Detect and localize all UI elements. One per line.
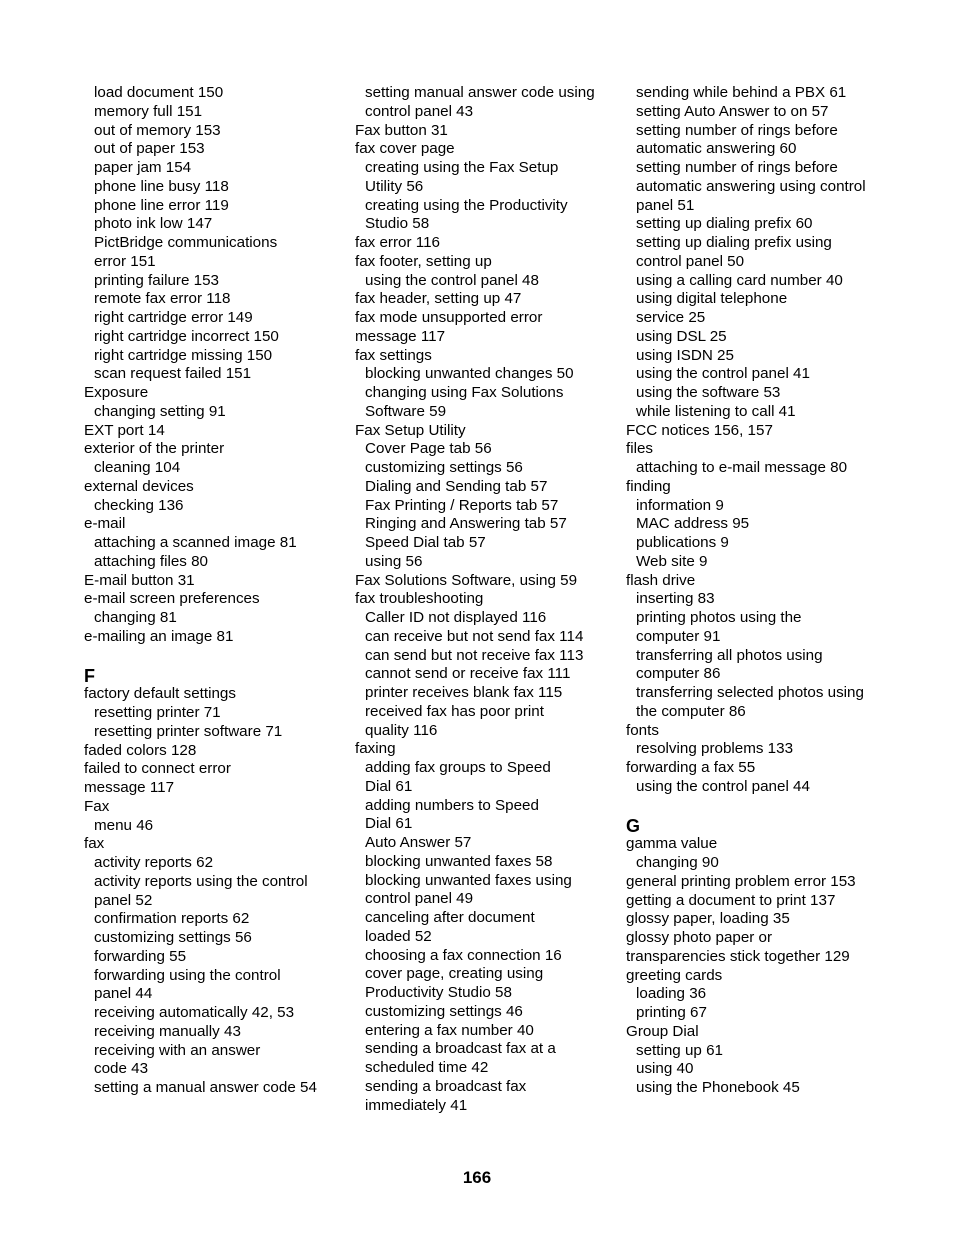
index-subentry: creating using the Fax Setup — [365, 159, 559, 176]
index-subentry: using the Phonebook 45 — [636, 1079, 800, 1096]
index-subentry: setting up 61 — [636, 1041, 723, 1059]
index-subentry: PictBridge communications — [94, 234, 278, 251]
index-subentry: panel 51 — [636, 196, 695, 214]
index-entry: FCC notices 156, 157 — [626, 421, 773, 439]
index-subentry: printer receives blank fax 115 — [365, 684, 563, 701]
index-subentry: memory full 151 — [94, 102, 203, 120]
index-subentry: code 43 — [94, 1060, 149, 1078]
index-entry: e-mail screen preferences — [84, 590, 260, 608]
index-letter-heading: F — [84, 665, 95, 686]
index-subentry: attaching a scanned image 81 — [94, 534, 297, 551]
index-subentry: changing setting 91 — [94, 402, 226, 420]
index-subentry: loaded 52 — [365, 927, 432, 945]
index-entry: finding — [626, 477, 671, 495]
index-entry: E-mail button 31 — [84, 571, 195, 589]
index-subentry: forwarding 55 — [94, 947, 187, 965]
index-entry: Fax — [84, 797, 110, 815]
index-subentry: setting a manual answer code 54 — [94, 1079, 317, 1096]
index-subentry: Caller ID not displayed 116 — [365, 609, 547, 626]
index-subentry: cannot send or receive fax 111 — [365, 665, 571, 683]
index-entry: message 117 — [84, 779, 175, 796]
index-subentry: resetting printer 71 — [94, 704, 221, 721]
index-entry: faded colors 128 — [84, 741, 197, 759]
index-subentry: entering a fax number 40 — [365, 1021, 534, 1039]
index-subentry: using digital telephone — [636, 290, 788, 308]
index-subentry: control panel 49 — [365, 890, 474, 908]
index-subentry: canceling after document — [365, 909, 535, 926]
index-entry: transparencies stick together 129 — [626, 947, 850, 965]
index-entry: e-mailing an image 81 — [84, 627, 234, 645]
index-entry: flash drive — [626, 571, 696, 589]
index-subentry: blocking unwanted faxes using — [365, 871, 572, 889]
index-subentry: the computer 86 — [636, 702, 746, 720]
index-entry: Exposure — [84, 384, 149, 401]
index-subentry: setting manual answer code using — [365, 84, 595, 101]
index-subentry: service 25 — [636, 309, 706, 326]
index-subentry: immediately 41 — [365, 1096, 468, 1114]
index-subentry: cleaning 104 — [94, 459, 181, 476]
index-subentry: while listening to call 41 — [636, 402, 796, 420]
index-entry: fonts — [626, 721, 659, 739]
index-subentry: out of memory 153 — [94, 121, 221, 139]
index-subentry: changing 90 — [636, 854, 719, 871]
index-subentry: control panel 50 — [636, 252, 745, 270]
index-subentry: phone line busy 118 — [94, 177, 229, 195]
index-subentry: transferring selected photos using — [636, 684, 864, 701]
index-entry: e-mail — [84, 515, 126, 533]
index-subentry: scan request failed 151 — [94, 365, 252, 383]
index-subentry: menu 46 — [94, 816, 154, 834]
index-entry: EXT port 14 — [84, 421, 165, 439]
index-entry: glossy paper, loading 35 — [626, 910, 790, 928]
index-entry: Fax Setup Utility — [355, 421, 466, 439]
index-subentry: setting Auto Answer to on 57 — [636, 102, 829, 120]
index-entry: faxing — [355, 740, 396, 758]
index-entry: fax footer, setting up — [355, 252, 492, 270]
index-subentry: panel 44 — [94, 985, 153, 1003]
index-subentry: using DSL 25 — [636, 327, 727, 345]
index-subentry: activity reports using the control — [94, 872, 308, 890]
index-subentry: Cover Page tab 56 — [365, 440, 492, 458]
index-subentry: choosing a fax connection 16 — [365, 946, 562, 964]
index-subentry: forwarding using the control — [94, 966, 281, 984]
index-subentry: customizing settings 46 — [365, 1002, 523, 1020]
index-entry: Fax Solutions Software, using 59 — [355, 571, 578, 589]
index-subentry: using a calling card number 40 — [636, 271, 843, 289]
index-entry: glossy photo paper or — [626, 929, 773, 946]
index-subentry: using the control panel 48 — [365, 271, 539, 289]
index-subentry: using ISDN 25 — [636, 346, 734, 364]
index-subentry: customizing settings 56 — [365, 459, 523, 476]
index-subentry: Dial 61 — [365, 777, 413, 795]
index-subentry: creating using the Productivity — [365, 196, 568, 214]
index-subentry: Ringing and Answering tab 57 — [365, 515, 567, 533]
index-entry: message 117 — [355, 327, 446, 345]
index-subentry: sending a broadcast fax at a — [365, 1040, 556, 1058]
section-gap — [84, 647, 346, 661]
index-subentry: setting up dialing prefix 60 — [636, 215, 813, 233]
index-subentry: receiving manually 43 — [94, 1022, 241, 1040]
index-subentry: resetting printer software 71 — [94, 722, 283, 740]
index-subentry: information 9 — [636, 496, 724, 514]
index-subentry: attaching to e-mail message 80 — [636, 459, 848, 476]
index-subentry: computer 86 — [636, 665, 721, 683]
index-entry: forwarding a fax 55 — [626, 759, 756, 776]
index-subentry: Fax Printing / Reports tab 57 — [365, 496, 559, 514]
index-subentry: adding fax groups to Speed — [365, 759, 551, 776]
index-subentry: printing photos using the — [636, 609, 802, 626]
index-subentry: Utility 56 — [365, 177, 424, 195]
index-subentry: out of paper 153 — [94, 140, 205, 158]
index-subentry: cover page, creating using — [365, 965, 544, 983]
index-subentry: changing using Fax Solutions — [365, 384, 564, 401]
page-number: 166 — [462, 1168, 492, 1187]
index-subentry: right cartridge incorrect 150 — [94, 327, 279, 345]
index-subentry: panel 52 — [94, 891, 153, 909]
index-subentry: loading 36 — [636, 985, 707, 1003]
index-entry: external devices — [84, 477, 194, 495]
index-subentry: changing 81 — [94, 609, 177, 626]
index-subentry: right cartridge error 149 — [94, 309, 253, 326]
index-subentry: MAC address 95 — [636, 515, 750, 533]
index-subentry: control panel 43 — [365, 102, 474, 120]
index-entry: Fax button 31 — [355, 121, 448, 139]
index-subentry: automatic answering using control — [636, 177, 866, 195]
index-subentry: Speed Dial tab 57 — [365, 534, 486, 551]
index-subentry: adding numbers to Speed — [365, 796, 539, 814]
index-subentry: automatic answering 60 — [636, 140, 797, 158]
index-subentry: resolving problems 133 — [636, 740, 794, 758]
index-subentry: Software 59 — [365, 402, 447, 420]
index-subentry: setting up dialing prefix using — [636, 234, 832, 251]
index-subentry: Dial 61 — [365, 815, 413, 833]
index-subentry: blocking unwanted changes 50 — [365, 365, 574, 383]
index-entry: fax cover page — [355, 140, 455, 158]
index-subentry: using 40 — [636, 1060, 694, 1078]
index-subentry: can send but not receive fax 113 — [365, 646, 584, 664]
index-column-3 — [626, 84, 890, 1098]
index-subentry: computer 91 — [636, 627, 721, 645]
index-entry: fax troubleshooting — [355, 590, 484, 608]
index-column-2 — [355, 84, 617, 1115]
index-entry: fax header, setting up 47 — [355, 290, 522, 308]
index-subentry: receiving with an answer — [94, 1041, 261, 1059]
index-subentry: setting number of rings before — [636, 159, 838, 176]
index-letter-heading: G — [626, 815, 641, 836]
index-subentry: photo ink low 147 — [94, 215, 213, 233]
index-entry: fax — [84, 835, 105, 853]
index-subentry: Productivity Studio 58 — [365, 984, 512, 1001]
index-subentry: setting number of rings before — [636, 121, 838, 139]
index-subentry: attaching files 80 — [94, 552, 208, 570]
index-subentry: can receive but not send fax 114 — [365, 627, 584, 645]
index-subentry: scheduled time 42 — [365, 1059, 489, 1076]
index-entry: exterior of the printer — [84, 440, 225, 458]
index-subentry: sending a broadcast fax — [365, 1077, 527, 1095]
index-subentry: receiving automatically 42, 53 — [94, 1004, 295, 1021]
index-subentry: sending while behind a PBX 61 — [636, 84, 847, 101]
index-entry: fax error 116 — [355, 234, 440, 251]
index-subentry: quality 116 — [365, 721, 438, 739]
index-subentry: load document 150 — [94, 84, 224, 101]
index-entry: Group Dial — [626, 1022, 699, 1040]
index-subentry: inserting 83 — [636, 590, 715, 608]
index-entry: general printing problem error 153 — [626, 872, 856, 890]
index-entry: files — [626, 440, 654, 458]
index-subentry: using the control panel 44 — [636, 777, 810, 795]
index-subentry: checking 136 — [94, 496, 184, 514]
index-subentry: customizing settings 56 — [94, 929, 252, 946]
index-subentry: Auto Answer 57 — [365, 834, 472, 851]
index-subentry: publications 9 — [636, 534, 729, 551]
index-subentry: right cartridge missing 150 — [94, 346, 273, 364]
section-gap — [626, 797, 890, 811]
index-subentry: activity reports 62 — [94, 854, 214, 871]
index-subentry: using 56 — [365, 552, 423, 570]
index-subentry: printing 67 — [636, 1004, 707, 1021]
index-subentry: Studio 58 — [365, 215, 430, 233]
index-subentry: using the control panel 41 — [636, 365, 810, 383]
index-entry: failed to connect error — [84, 760, 231, 778]
index-subentry: error 151 — [94, 252, 156, 270]
index-entry: factory default settings — [84, 685, 236, 703]
index-subentry: Web site 9 — [636, 552, 708, 570]
index-subentry: remote fax error 118 — [94, 290, 231, 308]
index-subentry: received fax has poor print — [365, 702, 544, 720]
index-entry: fax mode unsupported error — [355, 309, 543, 326]
index-subentry: confirmation reports 62 — [94, 910, 250, 928]
index-entry: getting a document to print 137 — [626, 891, 836, 909]
index-subentry: blocking unwanted faxes 58 — [365, 852, 553, 870]
index-subentry: phone line error 119 — [94, 196, 229, 214]
index-subentry: using the software 53 — [636, 384, 781, 401]
index-subentry: printing failure 153 — [94, 271, 219, 289]
index-subentry: Dialing and Sending tab 57 — [365, 477, 548, 495]
index-entry: fax settings — [355, 346, 432, 364]
index-entry: gamma value — [626, 835, 718, 853]
index-subentry: transferring all photos using — [636, 646, 823, 664]
index-column-1 — [84, 84, 346, 1098]
index-entry: greeting cards — [626, 966, 723, 984]
index-subentry: paper jam 154 — [94, 159, 192, 176]
